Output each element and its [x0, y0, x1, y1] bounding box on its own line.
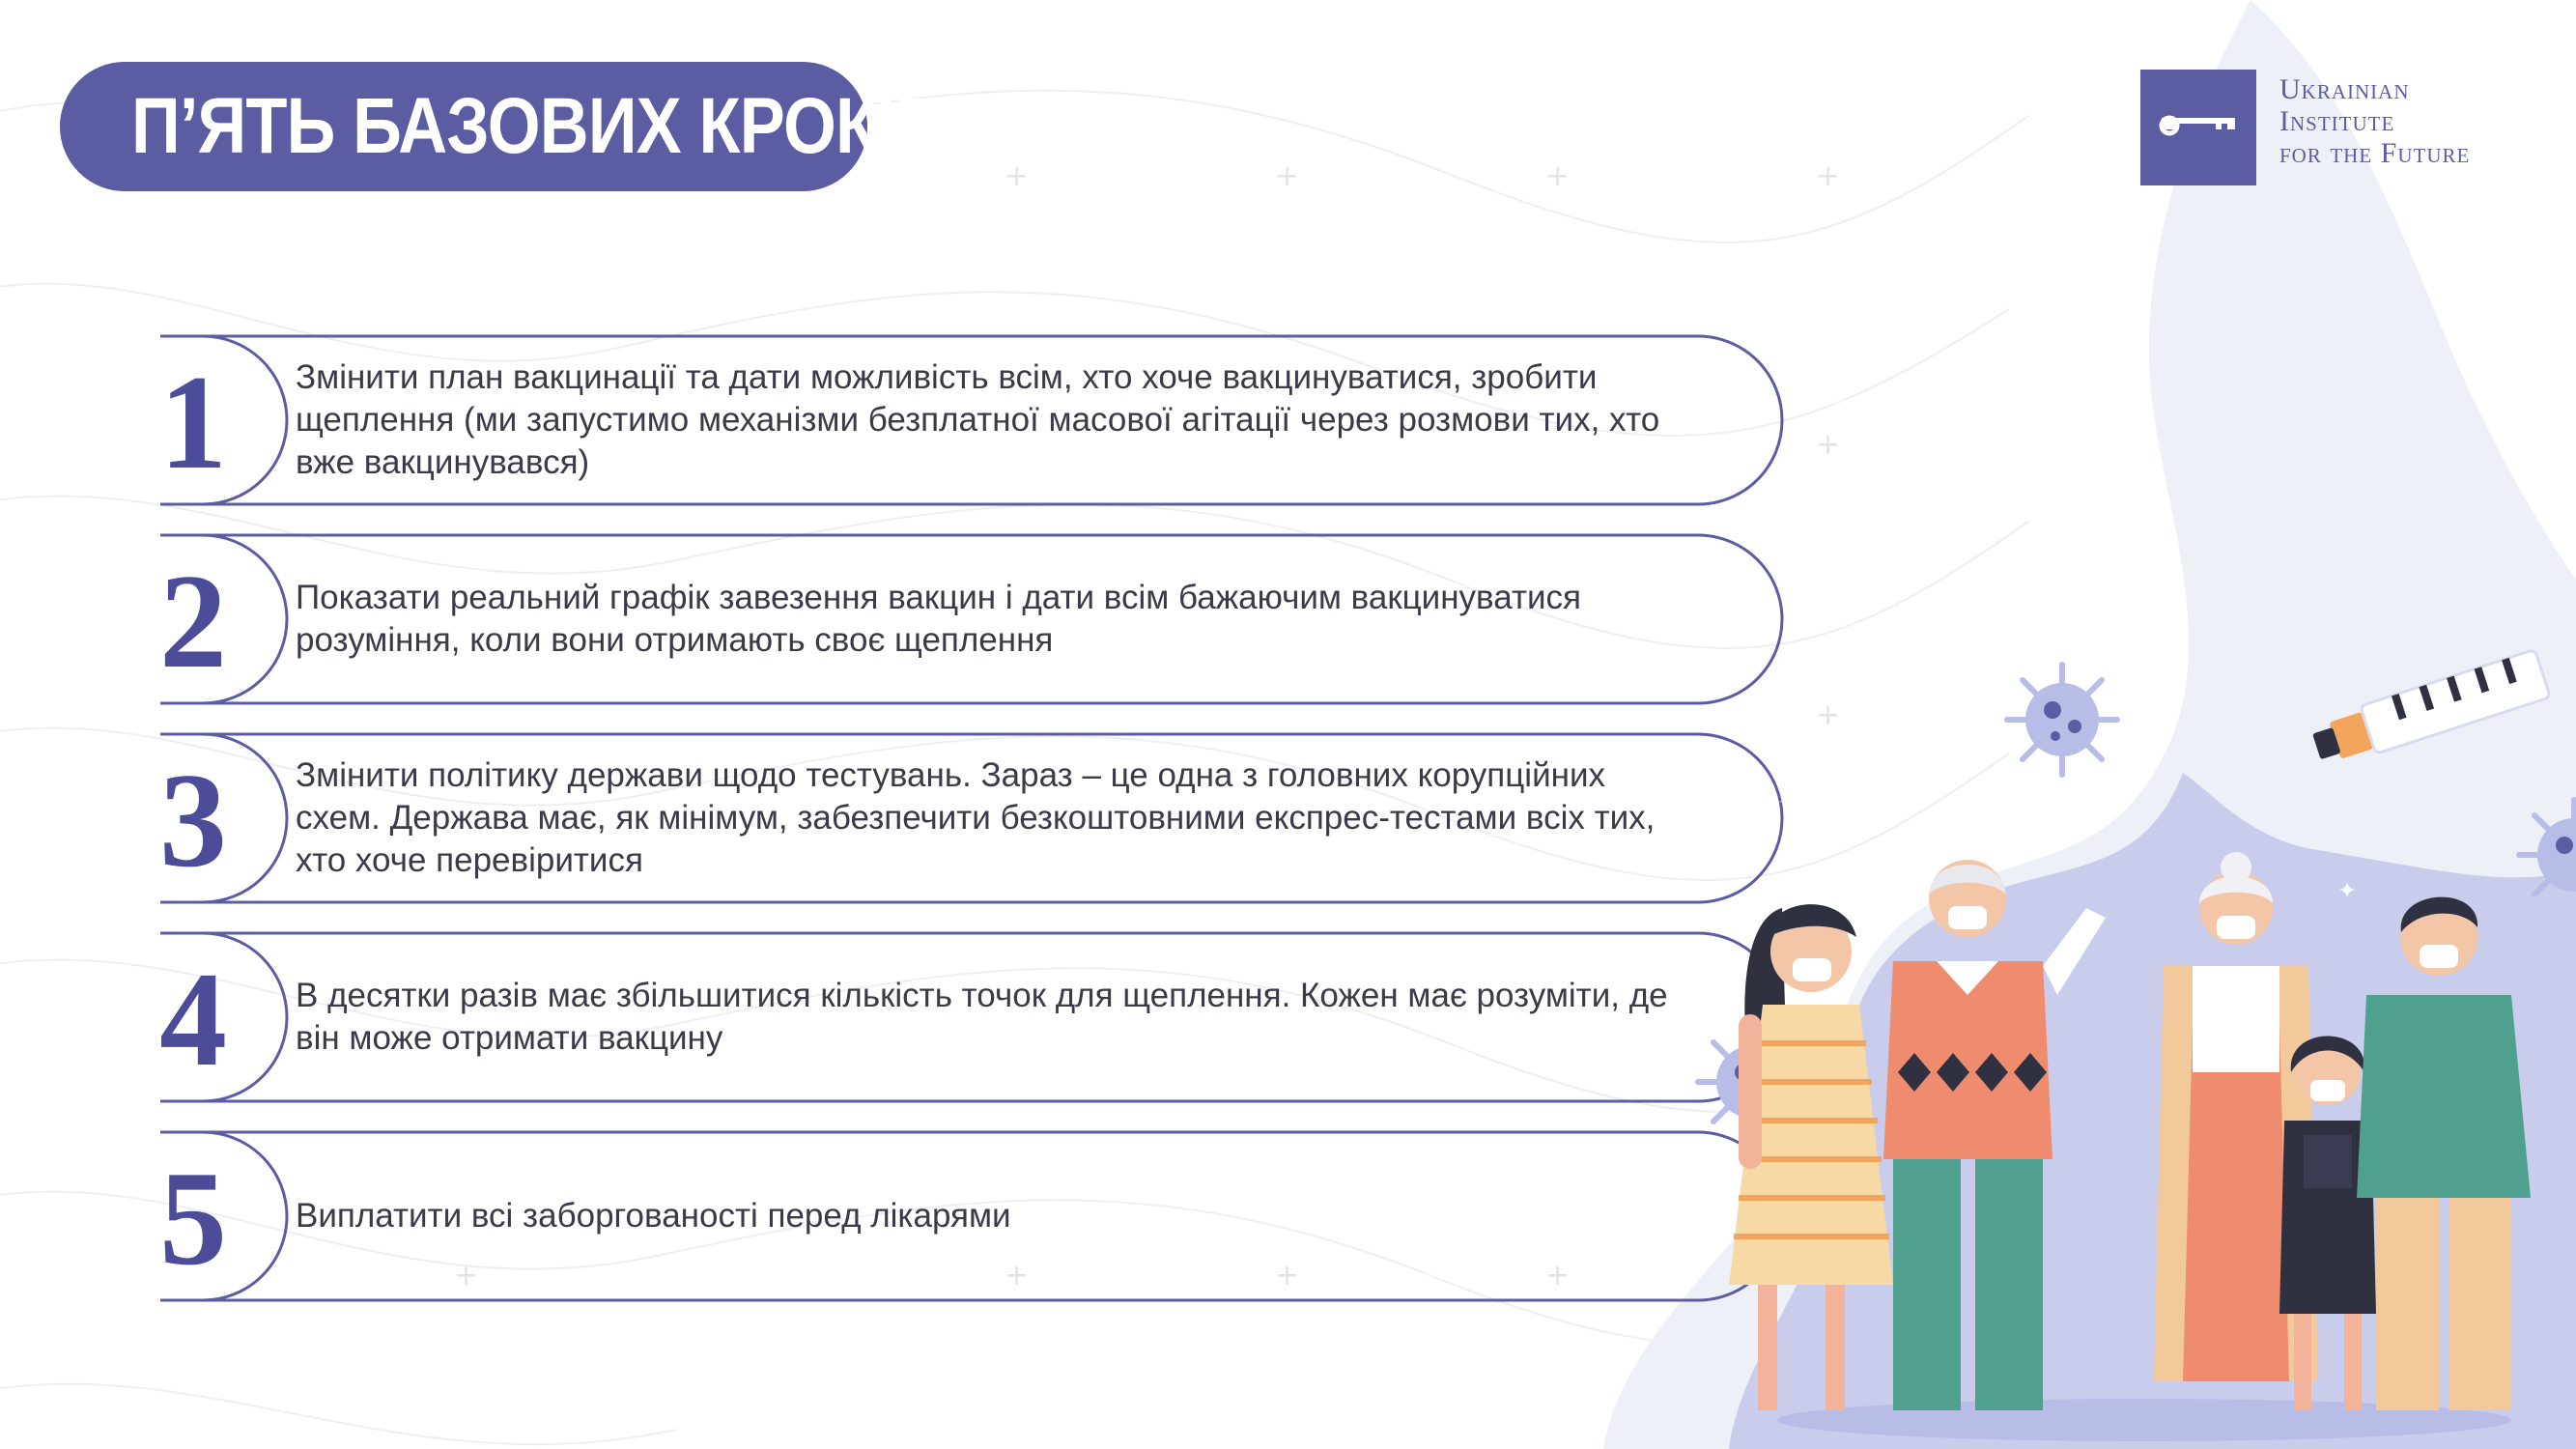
step-text: Змінити план вакцинації та дати можливість всім, хто хоче вакцинуватися, зробити щеплення (ми запустимо механізми безплатної масової агітації через розмови тих, хто вже вакцинувався): [296, 358, 1660, 481]
svg-text:✦: ✦: [1845, 890, 1863, 914]
svg-text:+: +: [1005, 159, 1030, 193]
person-woman-left: [1729, 904, 1893, 1410]
person-grandpa: [1883, 860, 2106, 1410]
logo-wordmark: [2279, 73, 2470, 169]
step-text: Змінити політику держави щодо тестувань. Зараз – це одна з головних корупційних схем. Держава має, як мінімум, забезпечити безкоштовними експрес-тестами всіх тих, хто хоче перевіритися: [296, 756, 1656, 879]
family-illustration: [1603, 618, 2576, 1449]
logo-line-3: for the Future: [2279, 137, 2471, 169]
svg-text:+: +: [454, 1259, 479, 1293]
institute-logo[interactable]: [2140, 68, 2507, 188]
step-number: 3: [159, 746, 227, 895]
person-man-right: [2357, 897, 2531, 1410]
step-number: 4: [159, 945, 227, 1094]
svg-text:+: +: [1816, 698, 1841, 732]
logo-line-2: Institute: [2279, 105, 2395, 137]
svg-text:+: +: [1275, 1259, 1300, 1293]
step-text: В десятки разів має збільшитися кількість точок для щеплення. Кожен має розуміти, де він може отримати вакцину: [296, 977, 1668, 1057]
key-icon: [2140, 70, 2256, 185]
title-banner: [60, 62, 943, 191]
step-item: [155, 732, 1787, 904]
svg-text:✦: ✦: [2337, 877, 2358, 904]
svg-text:+: +: [1005, 1259, 1030, 1293]
svg-text:+: +: [1275, 159, 1300, 193]
svg-text:+: +: [1816, 159, 1841, 193]
svg-text:✦: ✦: [1719, 1196, 1740, 1223]
svg-text:+: +: [1545, 159, 1571, 193]
logo-line-1: Ukrainian: [2279, 73, 2410, 105]
page-title: П’ЯТЬ БАЗОВИХ КРОКІВ: [131, 82, 943, 170]
step-number: 2: [159, 547, 227, 696]
step-number: 1: [159, 348, 227, 497]
svg-text:+: +: [1545, 1259, 1571, 1293]
svg-text:+: +: [1816, 428, 1841, 462]
svg-text:✦: ✦: [1777, 786, 1800, 818]
step-text: Показати реальний графік завезення вакцин і дати всім бажаючим вакцинуватися розуміння, коли вони отримають своє щеплення: [296, 579, 1581, 659]
step-text: Виплатити всі заборгованості перед лікарями: [296, 1197, 1011, 1235]
step-item: [155, 931, 1787, 1103]
step-item: [155, 334, 1787, 506]
step-item: [155, 1130, 1787, 1302]
step-number: 5: [159, 1144, 227, 1293]
step-item: [155, 533, 1787, 705]
